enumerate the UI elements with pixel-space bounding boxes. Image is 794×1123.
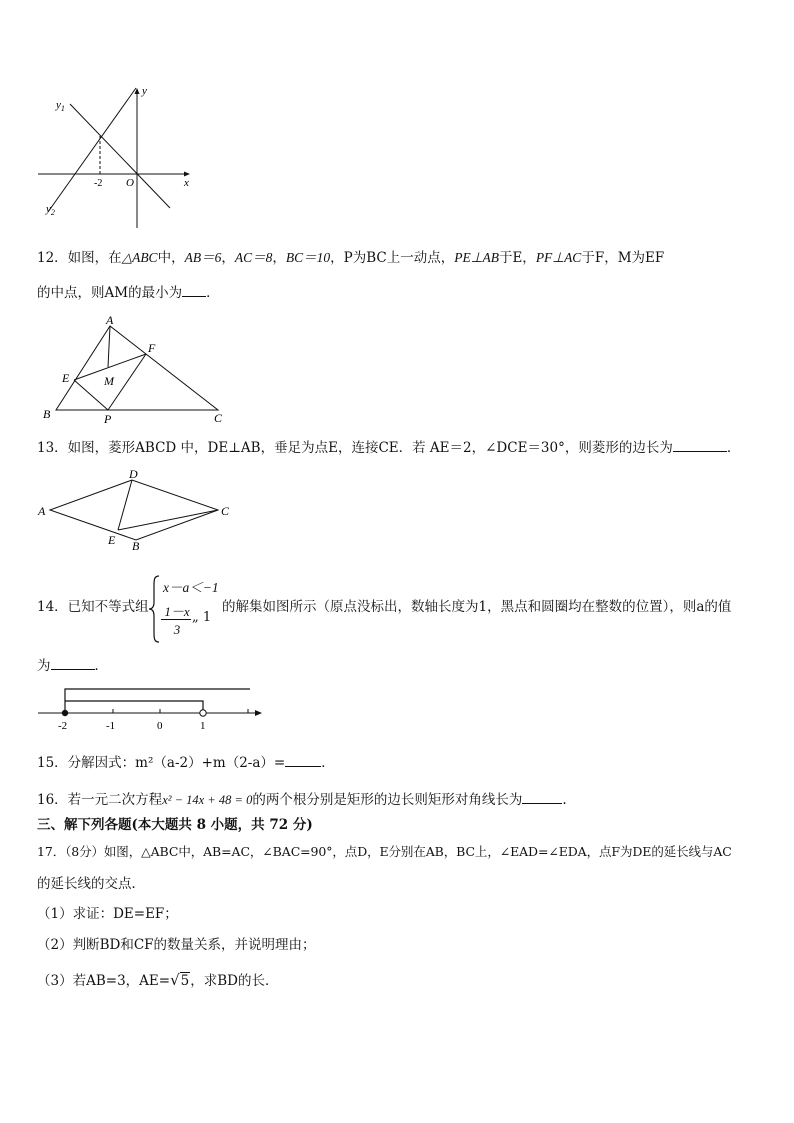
q12-pf: PF⊥AC [535, 250, 582, 265]
q17-part1: （1）求证：DE=EF； [37, 906, 178, 922]
label-e: E [62, 371, 70, 385]
tick-label-minus-2: -2 [58, 720, 68, 732]
q12-sep2: ， [272, 250, 286, 266]
q17-part3 [37, 970, 278, 991]
q14-prefix [37, 597, 149, 617]
q14-text-line2: 为 [37, 658, 51, 674]
linear-functions-figure [30, 80, 200, 230]
segment-am [108, 326, 110, 367]
solid-dot [62, 710, 68, 716]
label-c: C [221, 504, 230, 518]
q14-text-end: ． [94, 658, 108, 674]
tick-minus-2: -2 [94, 178, 103, 189]
q14-answer-blank[interactable] [51, 655, 95, 670]
q12-ab: AB＝6 [184, 250, 222, 265]
rhombus-abcd [50, 480, 218, 540]
label-b: B [132, 539, 140, 553]
q14-frac-bar [161, 619, 191, 620]
q14-brace [148, 574, 162, 644]
q16-equation: x² − 14x + 48 = 0 [162, 793, 253, 807]
q14-frac-num: 1－x [164, 604, 190, 619]
sqrt-sign-icon: √ [170, 971, 180, 989]
q13-answer-blank[interactable] [673, 437, 727, 452]
tick-label-minus-1: -1 [106, 720, 116, 732]
q15-answer-blank[interactable] [285, 752, 321, 767]
q15-text: 15．分解因式：m²（a-2）+m（2-a）= [37, 755, 286, 771]
segment-ce [118, 510, 218, 530]
q14-line1-text [222, 597, 731, 617]
tick-label-0: 0 [157, 720, 163, 732]
q17-sqrt-value: 5 [180, 973, 190, 989]
q14-number-line [36, 684, 266, 734]
line-y1 [70, 104, 170, 208]
q16-line [37, 789, 567, 810]
label-c: C [214, 411, 223, 424]
q14-text-prefix: 14．已知不等式组 [37, 599, 149, 615]
q12-text-a: 12．如图，在 [37, 250, 122, 266]
q12-text-d: 于E， [498, 250, 536, 266]
q15-text-end: ． [321, 755, 335, 771]
q17-part3-text-a: （3）若AB=3，AE= [37, 973, 171, 989]
q13-rhombus-figure [34, 464, 244, 556]
open-circle [200, 710, 206, 716]
label-a: A [106, 313, 114, 327]
q12-ac: AC＝8 [234, 250, 273, 265]
q16-text-end: . [562, 792, 567, 808]
q12-bc: BC＝10 [285, 250, 331, 265]
q12-line2 [37, 282, 220, 303]
q17-part2: （2）判断BD和CF的数量关系，并说明理由； [37, 937, 316, 953]
label-m: M [104, 374, 114, 388]
label-a: A [38, 504, 46, 518]
segment-de [118, 480, 132, 530]
segment-pe [74, 380, 108, 410]
origin-label: O [126, 177, 134, 189]
q13-line [37, 437, 740, 458]
q16-text-prefix: 16．若一元二次方程 [37, 792, 163, 808]
q12-triangle: △ABC [121, 250, 158, 265]
q14-inequality-1: x－a＜−1 [163, 580, 219, 595]
q12-text-end: ． [206, 285, 220, 301]
q12-triangle-figure [38, 312, 234, 424]
q14-frac-den: 3 [173, 622, 181, 637]
q12-text-b: 中， [157, 250, 185, 266]
tick-label-1: 1 [200, 720, 206, 732]
q12-pe: PE⊥AB [454, 250, 499, 265]
q13-text-end: ． [726, 440, 741, 456]
y2-label: $y_2$ [46, 203, 55, 217]
section-3-title: 三、解下列各题(本大题共 8 小题，共 72 分) [37, 817, 313, 833]
ray-lower [65, 701, 203, 713]
q15-line [37, 752, 335, 773]
q13-text: 13．如图，菱形ABCD 中，DE⊥AB，垂足为点E，连接CE．若 AE＝2，∠DCE＝30°，则菱形的边长为 [37, 440, 673, 456]
y-axis-label: y [142, 85, 147, 97]
label-f: F [148, 341, 156, 355]
left-brace [149, 576, 159, 642]
x-axis-label: x [184, 177, 189, 189]
q12-text-line2: 的中点，则AM的最小为 [37, 285, 183, 301]
q12-text-e: 于F，M为EF [581, 250, 665, 266]
label-b: B [43, 407, 51, 421]
q17-part3-text-b: ，求BD的长． [190, 973, 279, 989]
label-d: D [129, 467, 138, 481]
q14-line2 [37, 655, 108, 676]
q16-text-suffix: 的两个根分别是矩形的边长则矩形对角线长为 [252, 792, 523, 808]
q12-line1 [37, 248, 664, 268]
q12-answer-blank[interactable] [182, 282, 206, 297]
axis-arrow [255, 710, 262, 716]
q16-answer-blank[interactable] [522, 789, 562, 804]
q12-text-c: ，P为BC上一动点， [330, 250, 455, 266]
q17-line2: 的延长线的交点． [37, 876, 145, 892]
label-e: E [108, 533, 116, 547]
q14-text: 的解集如图所示（原点没标出，数轴长度为1，黑点和圆圈均在整数的位置），则a的值 [222, 599, 732, 615]
label-p: P [104, 412, 112, 424]
q17-line1: 17．（8分）如图，△ABC中，AB=AC，∠BAC=90°，点D，E分别在AB，BC上，∠EAD=∠EDA，点F为DE的延长线与AC [37, 844, 732, 859]
x-axis-arrow [184, 172, 190, 177]
q14-inequality-2-rel: „ 1 [192, 610, 212, 625]
q12-sep1: ， [221, 250, 235, 266]
y1-label: $y_1$ [56, 99, 65, 113]
